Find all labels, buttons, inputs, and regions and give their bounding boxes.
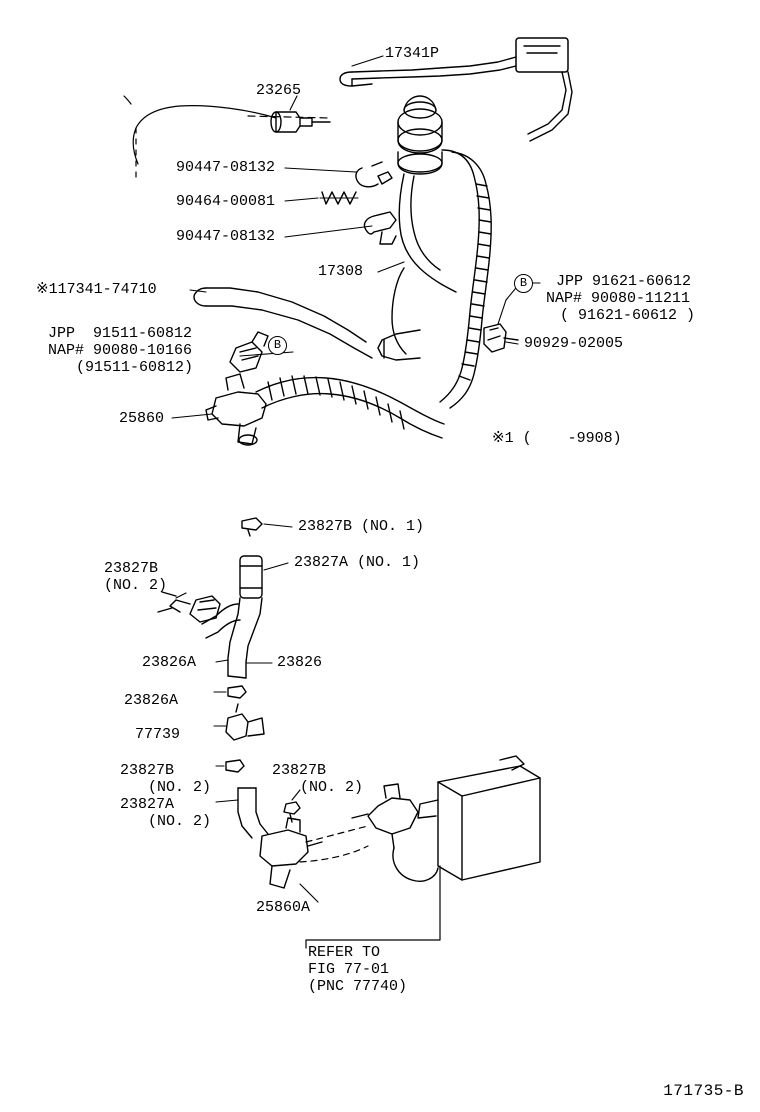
ref-circle-b-right: B (514, 274, 533, 293)
label-23827b-no2-c: 23827B (272, 762, 327, 779)
label-23827b-no2-a-sub: (NO. 2) (104, 577, 168, 594)
label-23827b-no2-b-sub: (NO. 2) (148, 779, 212, 796)
label-90929-02005: 90929-02005 (524, 335, 624, 352)
refer-to-line-1: REFER TO (308, 944, 381, 961)
label-90447-08132-b: 90447-08132 (176, 228, 276, 245)
label-23826a-a: 23826A (142, 654, 197, 671)
refer-to-line-3: (PNC 77740) (308, 978, 408, 995)
label-77739: 77739 (135, 726, 181, 743)
label-23827a-no2-sub: (NO. 2) (148, 813, 212, 830)
label-jpp-91511: JPP 91511-60812 (48, 325, 193, 342)
label-25860a: 25860A (256, 899, 311, 916)
label-117341-74710: ※117341-74710 (36, 281, 157, 298)
label-23826: 23826 (277, 654, 323, 671)
ref-circle-b-left: B (268, 336, 287, 355)
label-17341p: 17341P (385, 45, 440, 62)
label-17308: 17308 (318, 263, 364, 280)
refer-to-line-2: FIG 77-01 (308, 961, 390, 978)
label-23827b-no2-a: 23827B (104, 560, 159, 577)
figure-id: 171735-B (663, 1082, 744, 1100)
label-25860: 25860 (119, 410, 165, 427)
label-91621-60612-alt: ( 91621-60612 ) (560, 307, 696, 324)
label-90464-00081: 90464-00081 (176, 193, 276, 210)
note-production-range: ※1 ( -9908) (492, 430, 622, 447)
label-23826a-b: 23826A (124, 692, 179, 709)
label-jpp-91621: JPP 91621-60612 (556, 273, 692, 290)
label-23827a-no2: 23827A (120, 796, 175, 813)
label-90447-08132-a: 90447-08132 (176, 159, 276, 176)
label-nap-90080-11211: NAP# 90080-11211 (546, 290, 691, 307)
label-nap-90080-10166: NAP# 90080-10166 (48, 342, 193, 359)
label-23827b-no2-b: 23827B (120, 762, 175, 779)
label-23827b-no1: 23827B (NO. 1) (298, 518, 425, 535)
label-91511-60812-alt: (91511-60812) (76, 359, 194, 376)
label-23827b-no2-c-sub: (NO. 2) (300, 779, 364, 796)
label-23827a-no1: 23827A (NO. 1) (294, 554, 421, 571)
label-23265: 23265 (256, 82, 302, 99)
